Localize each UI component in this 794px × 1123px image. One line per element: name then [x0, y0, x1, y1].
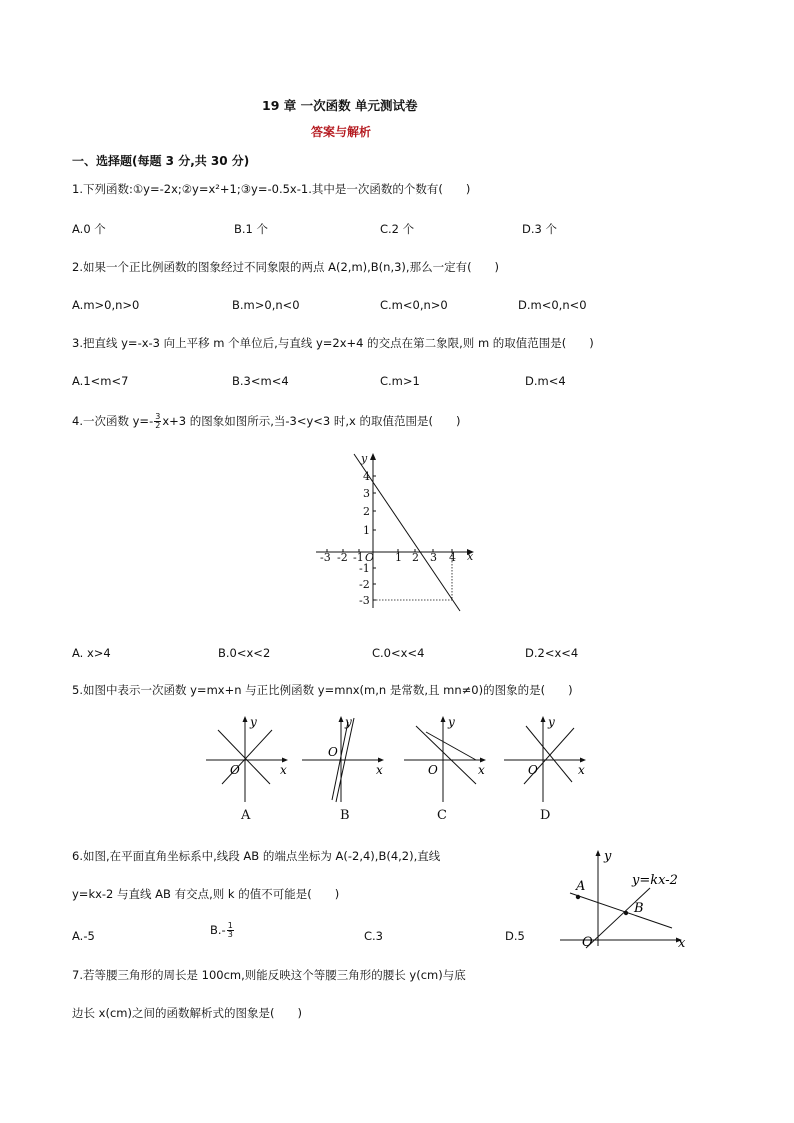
page-subtitle: 答案与解析 [311, 125, 372, 139]
q4-x-tick-label: 3 [430, 551, 437, 564]
q1-option-c: C.2 个 [380, 222, 415, 236]
q6-option-b [210, 922, 235, 939]
q4-fraction [154, 413, 161, 430]
q6-option-b-numerator: 1 [227, 921, 233, 930]
question-6-line-2: y=kx-2 与直线 AB 有交点,则 k 的值不可能是( ) [72, 887, 340, 901]
q5-label-a: A [241, 808, 251, 823]
q4-option-a: A. x>4 [72, 646, 111, 660]
question-7-line-1: 7.若等腰三角形的周长是 100cm,则能反映这个等腰三角形的腰长 y(cm)与底 [72, 968, 466, 982]
q2-option-d: D.m<0,n<0 [518, 298, 587, 312]
arrow-icon [282, 758, 288, 763]
q1-option-b: B.1 个 [234, 222, 269, 236]
q5-graph-d [500, 712, 590, 804]
q5-label-d: D [540, 808, 551, 823]
q6-option-d: D.5 [505, 929, 525, 943]
q1-option-d: D.3 个 [522, 222, 557, 236]
q4-x-tick-label: -1 [353, 551, 364, 564]
q5-label-b: B [340, 808, 350, 823]
q4-y-tick-label: 1 [363, 524, 370, 537]
q4-x-tick-label: -3 [320, 551, 331, 564]
q4-x-tick-label: 1 [395, 551, 402, 564]
q3-option-a: A.1<m<7 [72, 374, 129, 388]
axis-y-label: y [345, 715, 352, 729]
q4-y-tick-label: -3 [359, 594, 370, 607]
q2-option-a: A.m>0,n>0 [72, 298, 140, 312]
q6-option-b-prefix: B.- [210, 923, 226, 937]
q6-option-b-fraction [227, 922, 234, 939]
q4-text-before: 4.一次函数 y=- [72, 414, 154, 428]
q4-y-axis-label: y [361, 452, 368, 465]
q6-point-b-label: B [634, 901, 644, 916]
q6-x-axis-label: x [678, 936, 686, 950]
origin-label: O [230, 763, 240, 777]
q6-point-b [624, 911, 628, 915]
q4-x-tick-label: -2 [337, 551, 348, 564]
q5-graph-b [298, 712, 388, 804]
q5-graph-c [400, 712, 490, 804]
q2-option-c: C.m<0,n>0 [380, 298, 448, 312]
axis-y-label: y [548, 715, 555, 729]
q4-option-c: C.0<x<4 [372, 646, 425, 660]
q6-point-a [576, 895, 580, 899]
axis-x-label: x [478, 763, 485, 777]
question-5: 5.如图中表示一次函数 y=mx+n 与正比例函数 y=mnx(m,n 是常数,且 mn≠0)的图象的是( ) [72, 683, 573, 697]
axis-y-label: y [250, 715, 257, 729]
axis-x-label: x [376, 763, 383, 777]
q3-option-b: B.3<m<4 [232, 374, 289, 388]
q6-option-a: A.-5 [72, 929, 95, 943]
q3-option-c: C.m>1 [380, 374, 420, 388]
q6-graph [560, 846, 694, 950]
q3-option-d: D.m<4 [525, 374, 566, 388]
q4-fraction-numerator: 3 [155, 412, 161, 421]
q4-y-arrow-icon [370, 453, 376, 460]
q4-x-tick-label: 2 [412, 551, 419, 564]
arrow-icon [378, 758, 384, 763]
arrow-icon [480, 758, 486, 763]
section-heading: 一、选择题(每题 3 分,共 30 分) [72, 154, 250, 168]
q6-option-b-denominator: 3 [227, 930, 233, 939]
q6-y-axis-label: y [604, 849, 612, 864]
q6-origin-label: O [582, 935, 593, 950]
origin-label: O [328, 745, 338, 759]
arrow-icon [541, 716, 546, 722]
question-4 [72, 413, 461, 430]
q4-graph [312, 448, 482, 616]
q4-text-after: x+3 的图象如图所示,当-3<y<3 时,x 的取值范围是( ) [162, 414, 461, 428]
origin-label: O [528, 763, 538, 777]
q6-line-label: y=kx-2 [632, 873, 678, 888]
q4-option-d: D.2<x<4 [525, 646, 579, 660]
page-title: 19 章 一次函数 单元测试卷 [262, 98, 418, 113]
q4-y-tick-label: 3 [363, 487, 370, 500]
q4-option-b: B.0<x<2 [218, 646, 271, 660]
arrow-icon [441, 716, 446, 722]
q4-fraction-denominator: 2 [155, 421, 161, 430]
q4-origin-label: O [365, 551, 375, 564]
q4-y-tick-label: -2 [359, 578, 370, 591]
question-1: 1.下列函数:①y=-2x;②y=x²+1;③y=-0.5x-1.其中是一次函数的个数有( ) [72, 182, 471, 196]
arrow-icon [243, 716, 248, 722]
axis-x-label: x [578, 763, 585, 777]
q2-option-b: B.m>0,n<0 [232, 298, 300, 312]
q5-label-c: C [437, 808, 447, 823]
arrow-icon [339, 716, 344, 722]
q5-graph-a [202, 712, 292, 804]
question-7-line-2: 边长 x(cm)之间的函数解析式的图象是( ) [72, 1006, 302, 1020]
axis-y-label: y [448, 715, 455, 729]
q6-line-kx-2 [586, 888, 650, 948]
q4-x-axis-label: x [467, 550, 474, 563]
q4-x-tick-label: 4 [449, 551, 456, 564]
origin-label: O [428, 763, 438, 777]
q4-y-tick-label: 4 [363, 470, 370, 483]
question-2: 2.如果一个正比例函数的图象经过不同象限的两点 A(2,m),B(n,3),那么一定有( ) [72, 260, 500, 274]
q6-segment-ab [570, 893, 672, 928]
q1-option-a: A.0 个 [72, 222, 106, 236]
axis-x-label: x [280, 763, 287, 777]
q4-y-tick-label: 2 [363, 505, 370, 518]
q6-y-arrow-icon [596, 850, 601, 856]
q6-point-a-label: A [576, 879, 586, 894]
q6-option-c: C.3 [364, 929, 384, 943]
question-6-line-1: 6.如图,在平面直角坐标系中,线段 AB 的端点坐标为 A(-2,4),B(4,2),直线 [72, 849, 441, 863]
q4-y-tick-label: -1 [359, 562, 370, 575]
arrow-icon [580, 758, 586, 763]
question-3: 3.把直线 y=-x-3 向上平移 m 个单位后,与直线 y=2x+4 的交点在第二象限,则 m 的取值范围是( ) [72, 336, 594, 350]
